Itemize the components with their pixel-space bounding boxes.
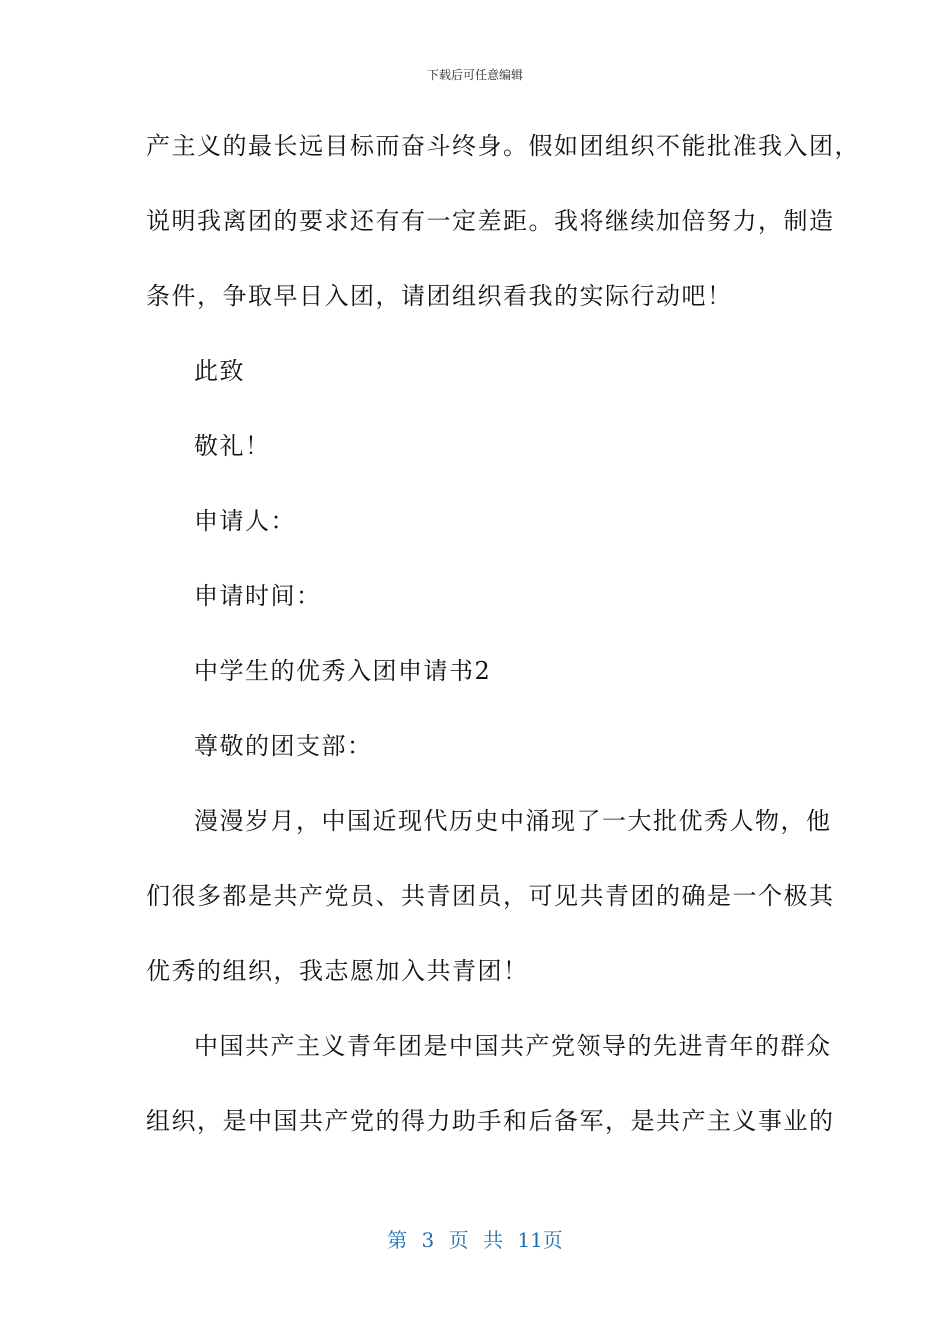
- body-line: 中国共产主义青年团是中国共产党领导的先进青年的群众: [194, 1032, 832, 1060]
- body-line: 说明我离团的要求还有有一定差距。我将继续加倍努力，制造: [146, 207, 835, 235]
- page-number: 第 3 页 共 11页: [387, 1228, 563, 1252]
- closing-regards: 敬礼！: [194, 432, 271, 460]
- body-line: 产主义的最长远目标而奋斗终身。假如团组织不能批准我入团，: [146, 132, 860, 160]
- closing-salutation: 此致: [194, 357, 245, 385]
- document-body: [146, 122, 860, 1172]
- body-line: 组织，是中国共产党的得力助手和后备军，是共产主义事业的: [146, 1107, 835, 1135]
- page-header-note: 下载后可任意编辑: [426, 68, 523, 82]
- body-line: 们很多都是共产党员、共青团员，可见共青团的确是一个极其: [146, 882, 835, 910]
- letter-greeting: 尊敬的团支部：: [194, 732, 373, 760]
- body-line: 优秀的组织，我志愿加入共青团！: [146, 957, 529, 985]
- applicant-label: 申请人：: [194, 507, 296, 535]
- body-line: 漫漫岁月，中国近现代历史中涌现了一大批优秀人物，他: [194, 807, 832, 835]
- body-line: 条件，争取早日入团，请团组织看我的实际行动吧！: [146, 282, 733, 310]
- section-title: 中学生的优秀入团申请书2: [194, 657, 492, 685]
- application-date-label: 申请时间：: [194, 582, 322, 610]
